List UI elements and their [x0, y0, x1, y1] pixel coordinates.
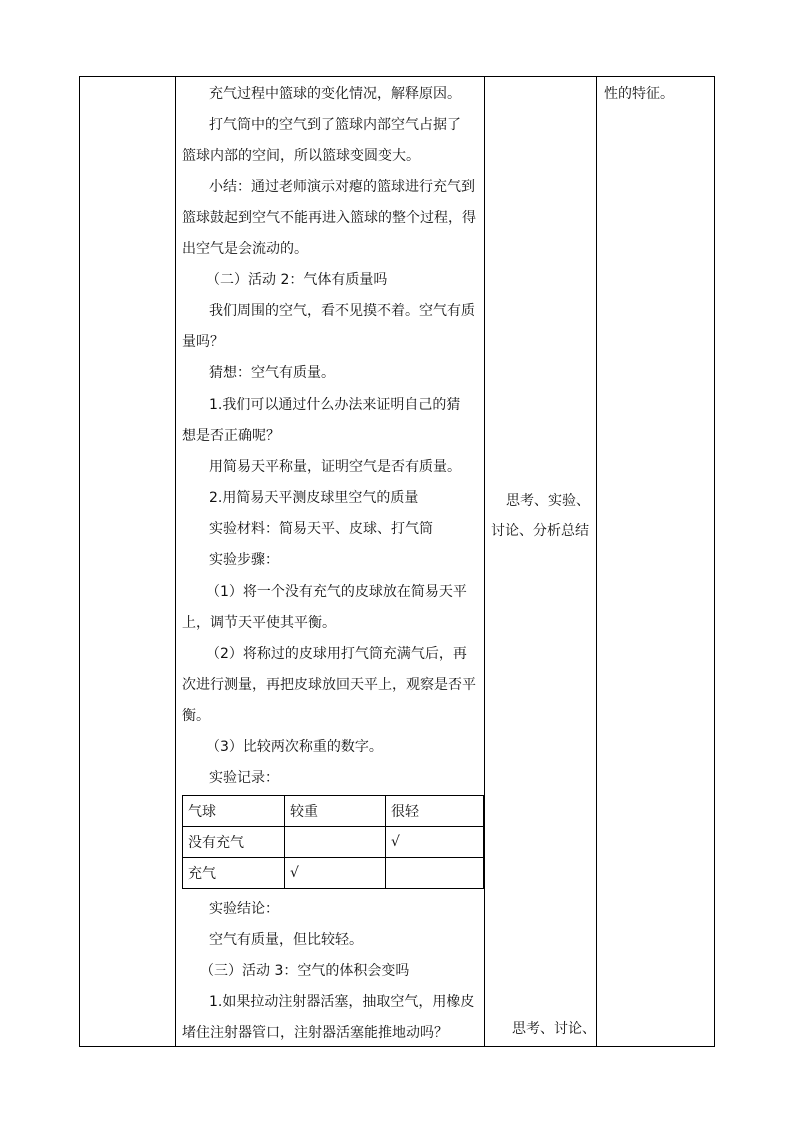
table-cell: 充气 [183, 858, 285, 889]
activity-text: 思考、讨论、 [512, 1021, 596, 1037]
main-line: 篮球内部的空间，所以篮球变圆变大。 [182, 148, 420, 164]
column-divider-3 [596, 76, 597, 1047]
table-cell: √ [285, 858, 386, 889]
column-divider-2 [484, 76, 485, 1047]
main-line: 用简易天平称量，证明空气是否有质量。 [209, 459, 461, 475]
main-line: 猜想：空气有质量。 [209, 365, 335, 381]
main-line: 1.我们可以通过什么办法来证明自己的猜 [209, 397, 461, 413]
table-cell [386, 858, 484, 889]
main-line: 实验步骤： [209, 552, 279, 568]
table-right-border [714, 76, 715, 1047]
intent-text: 性的特征。 [604, 86, 674, 102]
main-line: 量吗？ [182, 334, 224, 350]
main-line: （2）将称过的皮球用打气筒充满气后，再 [206, 646, 467, 662]
section-heading: （二）活动 2：气体有质量吗 [206, 272, 388, 288]
main-line: 2.用简易天平测皮球里空气的质量 [209, 490, 419, 506]
section-heading: （三）活动 3：空气的体积会变吗 [200, 963, 410, 979]
table-row [183, 827, 484, 858]
table-cell: 没有充气 [183, 827, 285, 858]
main-line: 实验记录： [209, 770, 279, 786]
main-line: 实验材料：简易天平、皮球、打气筒 [209, 521, 433, 537]
table-header-cell: 很轻 [386, 796, 484, 827]
main-line: 上，调节天平使其平衡。 [182, 615, 336, 631]
table-cell [285, 827, 386, 858]
main-line: （1）将一个没有充气的皮球放在简易天平 [206, 584, 467, 600]
main-line: 堵住注射器管口，注射器活塞能推地动吗？ [182, 1025, 448, 1041]
main-line: 1.如果拉动注射器活塞，抽取空气，用橡皮 [209, 994, 475, 1010]
main-line: 充气过程中篮球的变化情况，解释原因。 [209, 86, 461, 102]
table-left-border [79, 76, 80, 1047]
main-line: 打气筒中的空气到了篮球内部空气占据了 [209, 117, 461, 133]
main-line: 我们周围的空气，看不见摸不着。空气有质 [209, 303, 475, 319]
main-line: 出空气是会流动的。 [182, 241, 308, 257]
main-line: （3）比较两次称重的数字。 [206, 739, 383, 755]
main-line: 小结：通过老师演示对瘪的篮球进行充气到 [209, 179, 475, 195]
table-cell: √ [386, 827, 484, 858]
main-line: 次进行测量，再把皮球放回天平上，观察是否平 [182, 677, 476, 693]
main-line: 想是否正确呢？ [182, 428, 280, 444]
main-line: 空气有质量，但比较轻。 [209, 932, 363, 948]
main-line: 篮球鼓起到空气不能再进入篮球的整个过程，得 [182, 210, 476, 226]
table-header-cell: 较重 [285, 796, 386, 827]
experiment-record-table [182, 795, 484, 889]
activity-text: 讨论、分析总结 [491, 523, 589, 539]
table-row [183, 858, 484, 889]
main-line: 衡。 [182, 708, 210, 724]
column-divider-1 [175, 76, 176, 1047]
main-line: 实验结论： [209, 901, 279, 917]
activity-text: 思考、实验、 [506, 493, 590, 509]
table-header-row [183, 796, 484, 827]
table-header-cell: 气球 [183, 796, 285, 827]
